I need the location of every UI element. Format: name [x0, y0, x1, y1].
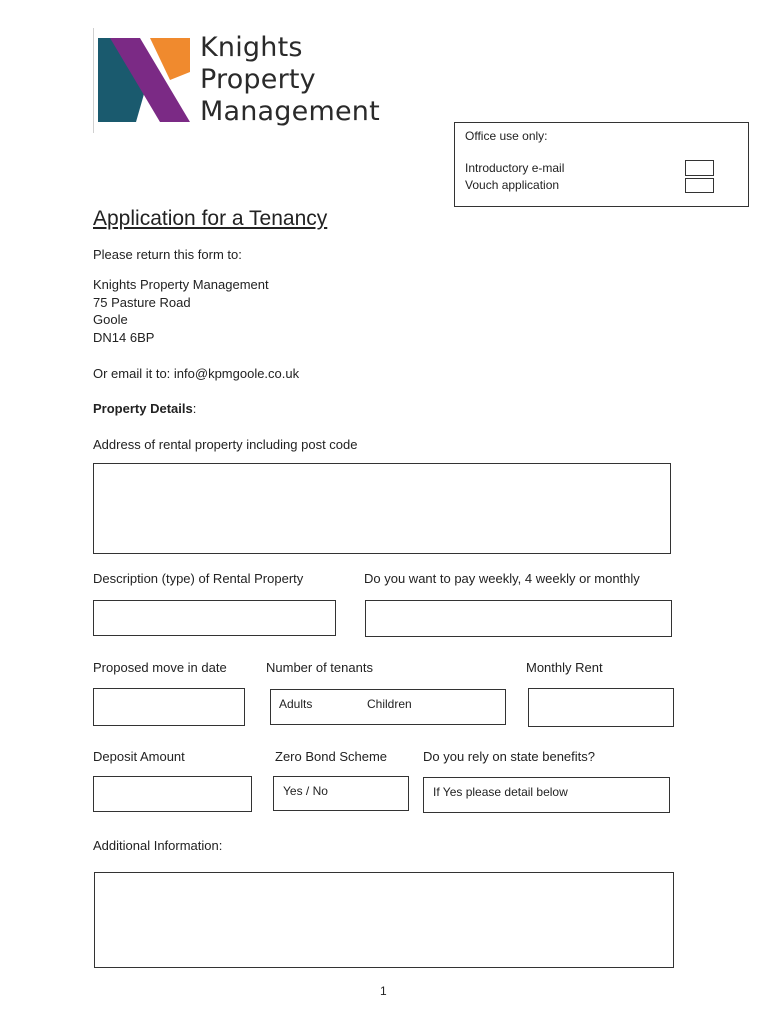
tenants-adults-label: Adults	[279, 697, 313, 711]
office-use-box	[454, 122, 749, 207]
logo-text-line1: Knights	[200, 32, 303, 63]
office-item-intro-email: Introductory e-mail	[465, 161, 565, 175]
zero-bond-options: Yes / No	[283, 784, 328, 798]
intro-email-checkbox[interactable]	[685, 160, 714, 176]
payment-frequency-field[interactable]	[365, 600, 672, 637]
page-number: 1	[380, 984, 387, 998]
monthly-rent-field[interactable]	[528, 688, 674, 727]
deposit-label: Deposit Amount	[93, 749, 185, 764]
move-date-field[interactable]	[93, 688, 245, 726]
move-date-label: Proposed move in date	[93, 660, 227, 675]
section-heading	[93, 400, 196, 417]
section-label: Property Details	[93, 401, 193, 416]
logo-text-line3: Management	[200, 96, 380, 127]
tenants-label: Number of tenants	[266, 660, 373, 675]
tenants-field[interactable]	[270, 689, 506, 725]
logo-mark	[96, 36, 192, 124]
zero-bond-field[interactable]	[273, 776, 409, 811]
monthly-rent-label: Monthly Rent	[526, 660, 603, 675]
additional-info-field[interactable]	[94, 872, 674, 968]
address-line-1: Knights Property Management	[93, 277, 269, 292]
address-line-4: DN14 6BP	[93, 330, 155, 345]
logo-text-line2: Property	[200, 64, 316, 95]
description-label: Description (type) of Rental Property	[93, 571, 304, 586]
address-line-2: 75 Pasture Road	[93, 295, 191, 310]
rental-address-label: Address of rental property including post code	[93, 437, 358, 452]
page-title: Application for a Tenancy	[93, 207, 328, 230]
description-field[interactable]	[93, 600, 336, 636]
tenants-children-label: Children	[367, 697, 412, 711]
email-instruction: Or email it to: info@kpmgoole.co.uk	[93, 366, 300, 381]
zero-bond-label: Zero Bond Scheme	[275, 749, 388, 764]
rental-address-field[interactable]	[93, 463, 671, 554]
logo-left-rule	[93, 28, 94, 133]
benefits-label: Do you rely on state benefits?	[423, 749, 595, 764]
office-item-vouch: Vouch application	[465, 178, 560, 192]
office-use-heading: Office use only:	[465, 129, 548, 143]
payment-frequency-label: Do you want to pay weekly, 4 weekly or monthly	[364, 571, 640, 586]
deposit-field[interactable]	[93, 776, 252, 812]
return-instruction: Please return this form to:	[93, 247, 242, 262]
additional-info-label: Additional Information:	[93, 838, 223, 853]
benefits-field[interactable]	[423, 777, 670, 813]
benefits-hint: If Yes please detail below	[433, 785, 568, 799]
section-colon: :	[192, 401, 197, 416]
vouch-checkbox[interactable]	[685, 178, 714, 193]
address-line-3: Goole	[93, 312, 128, 327]
